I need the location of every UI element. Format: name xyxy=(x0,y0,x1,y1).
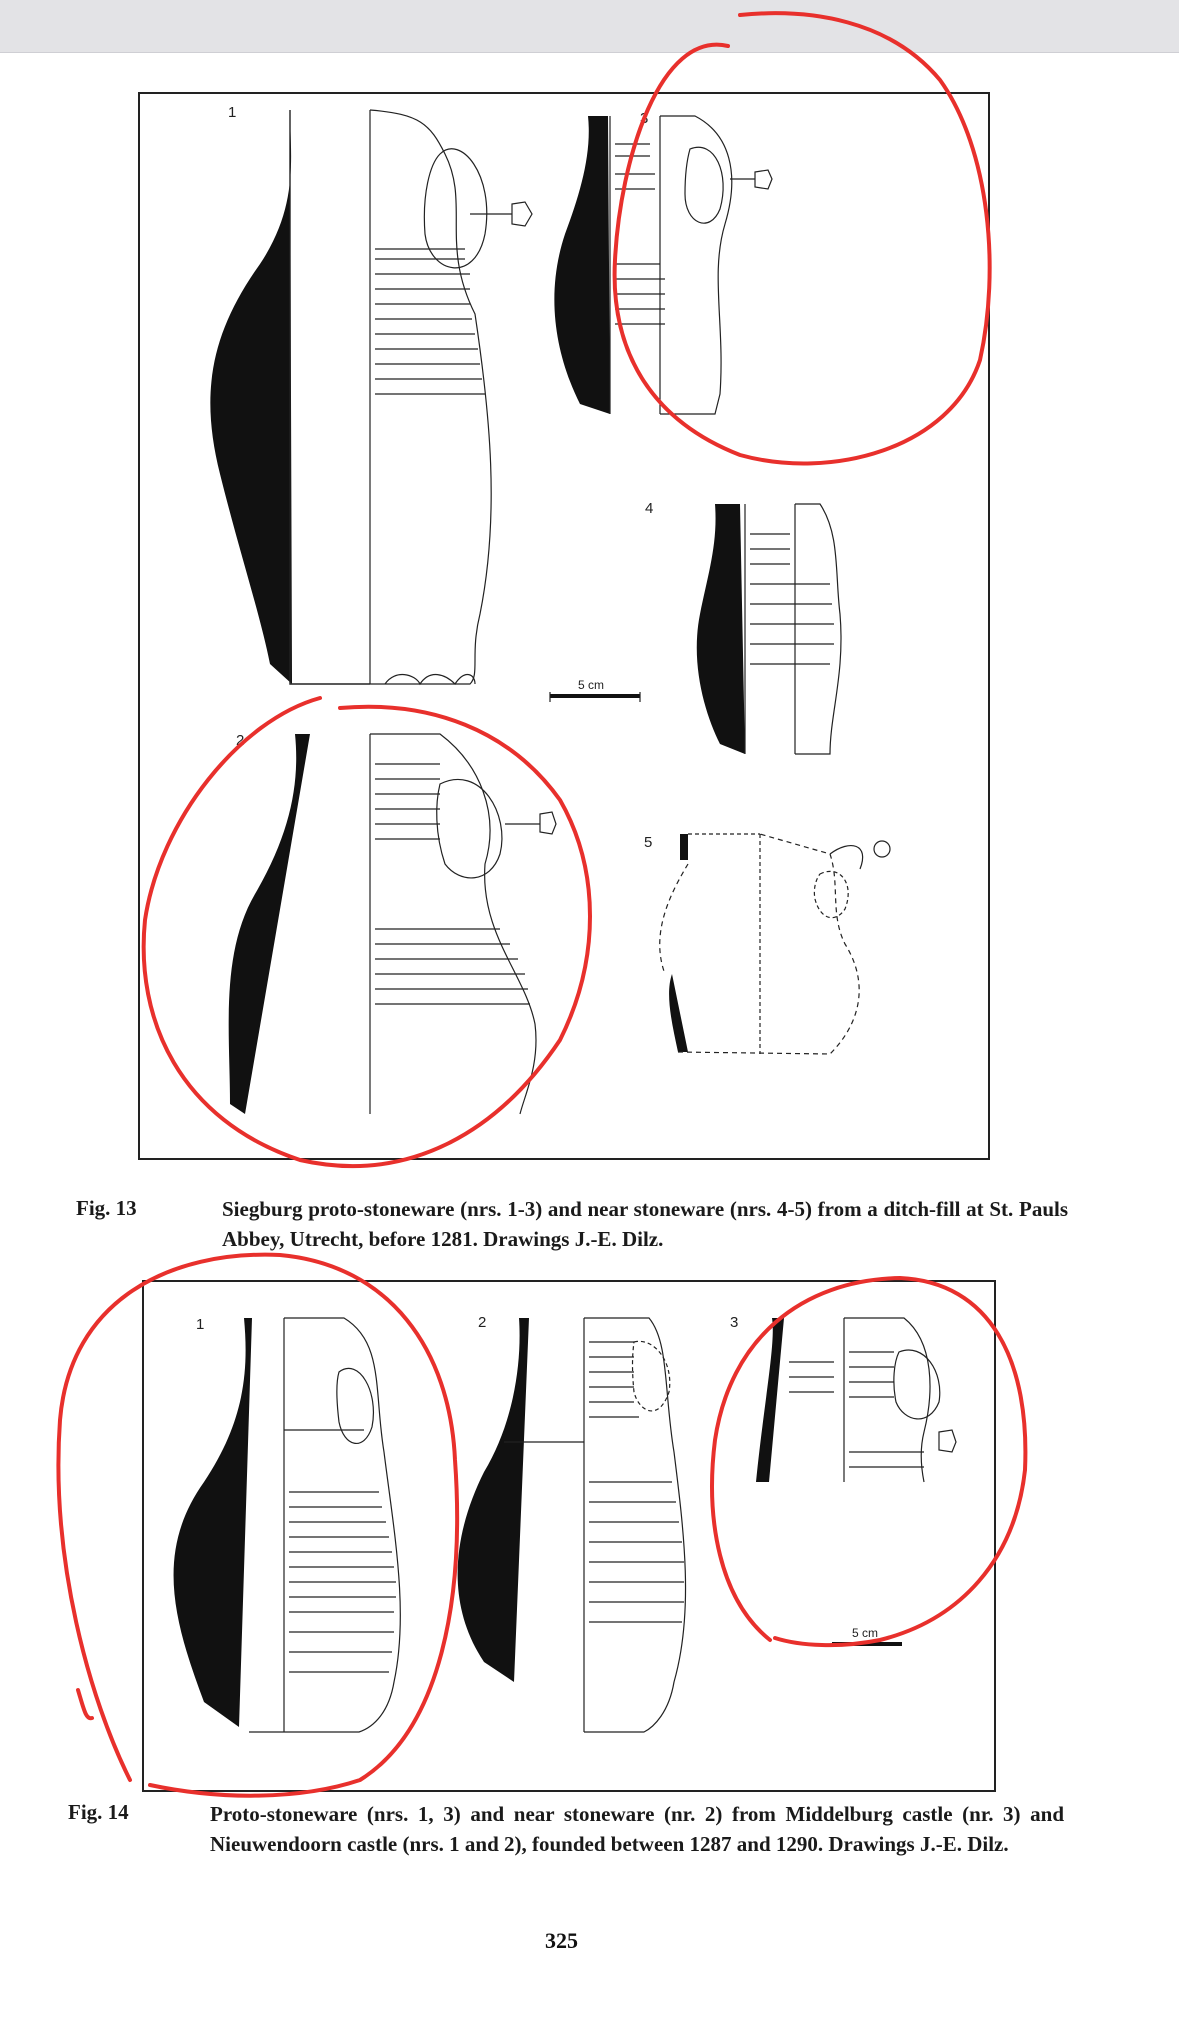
figure-14-label: Fig. 14 xyxy=(68,1800,129,1824)
scale-bar-14 xyxy=(832,1642,902,1646)
figure-13-caption: Siegburg proto-stoneware (nrs. 1-3) and near stoneware (nrs. 4-5) from a ditch-fill at St. Pauls Abbey, Utrecht, before 1281. Drawings J.-E. Dilz. xyxy=(222,1197,1068,1251)
vessel-14-1 xyxy=(174,1318,401,1732)
vessel-13-4 xyxy=(697,504,841,754)
vessel-14-2 xyxy=(458,1318,686,1732)
figure-14-drawings xyxy=(144,1282,994,1790)
figure-13-frame xyxy=(138,92,990,1160)
viewer-top-bar xyxy=(0,0,1179,53)
vessel-13-3 xyxy=(554,116,772,414)
vessel-number-14-2: 2 xyxy=(478,1314,487,1331)
vessel-number-13-3: 3 xyxy=(640,110,649,127)
vessel-14-3 xyxy=(756,1318,956,1482)
vessel-number-14-3: 3 xyxy=(730,1314,739,1331)
figure-13-label: Fig. 13 xyxy=(76,1196,137,1220)
vessel-13-1 xyxy=(210,110,532,684)
vessel-13-5 xyxy=(660,834,890,1054)
vessel-number-13-2: 2 xyxy=(236,732,245,749)
figure-14-frame xyxy=(142,1280,996,1792)
page-number: 325 xyxy=(545,1928,578,1953)
vessel-number-13-4: 4 xyxy=(645,500,654,517)
figure-13-drawings xyxy=(140,94,988,1158)
figure-14-caption: Proto-stoneware (nrs. 1, 3) and near stoneware (nr. 2) from Middelburg castle (nr. 3) and Nieuwendoorn castle (nrs. 1 and 2), founded between 1287 and 1290. Drawings J.-E. Dilz. xyxy=(210,1802,1064,1856)
vessel-13-2 xyxy=(229,734,556,1114)
scale-label-14: 5 cm xyxy=(852,1626,879,1640)
annotation-tick-fig14 xyxy=(78,1690,92,1718)
scale-label-13: 5 cm xyxy=(578,678,605,692)
vessel-number-14-1: 1 xyxy=(196,1316,205,1333)
vessel-number-13-5: 5 xyxy=(644,834,653,851)
scale-bar-13 xyxy=(550,692,640,702)
vessel-number-13-1: 1 xyxy=(228,104,237,121)
